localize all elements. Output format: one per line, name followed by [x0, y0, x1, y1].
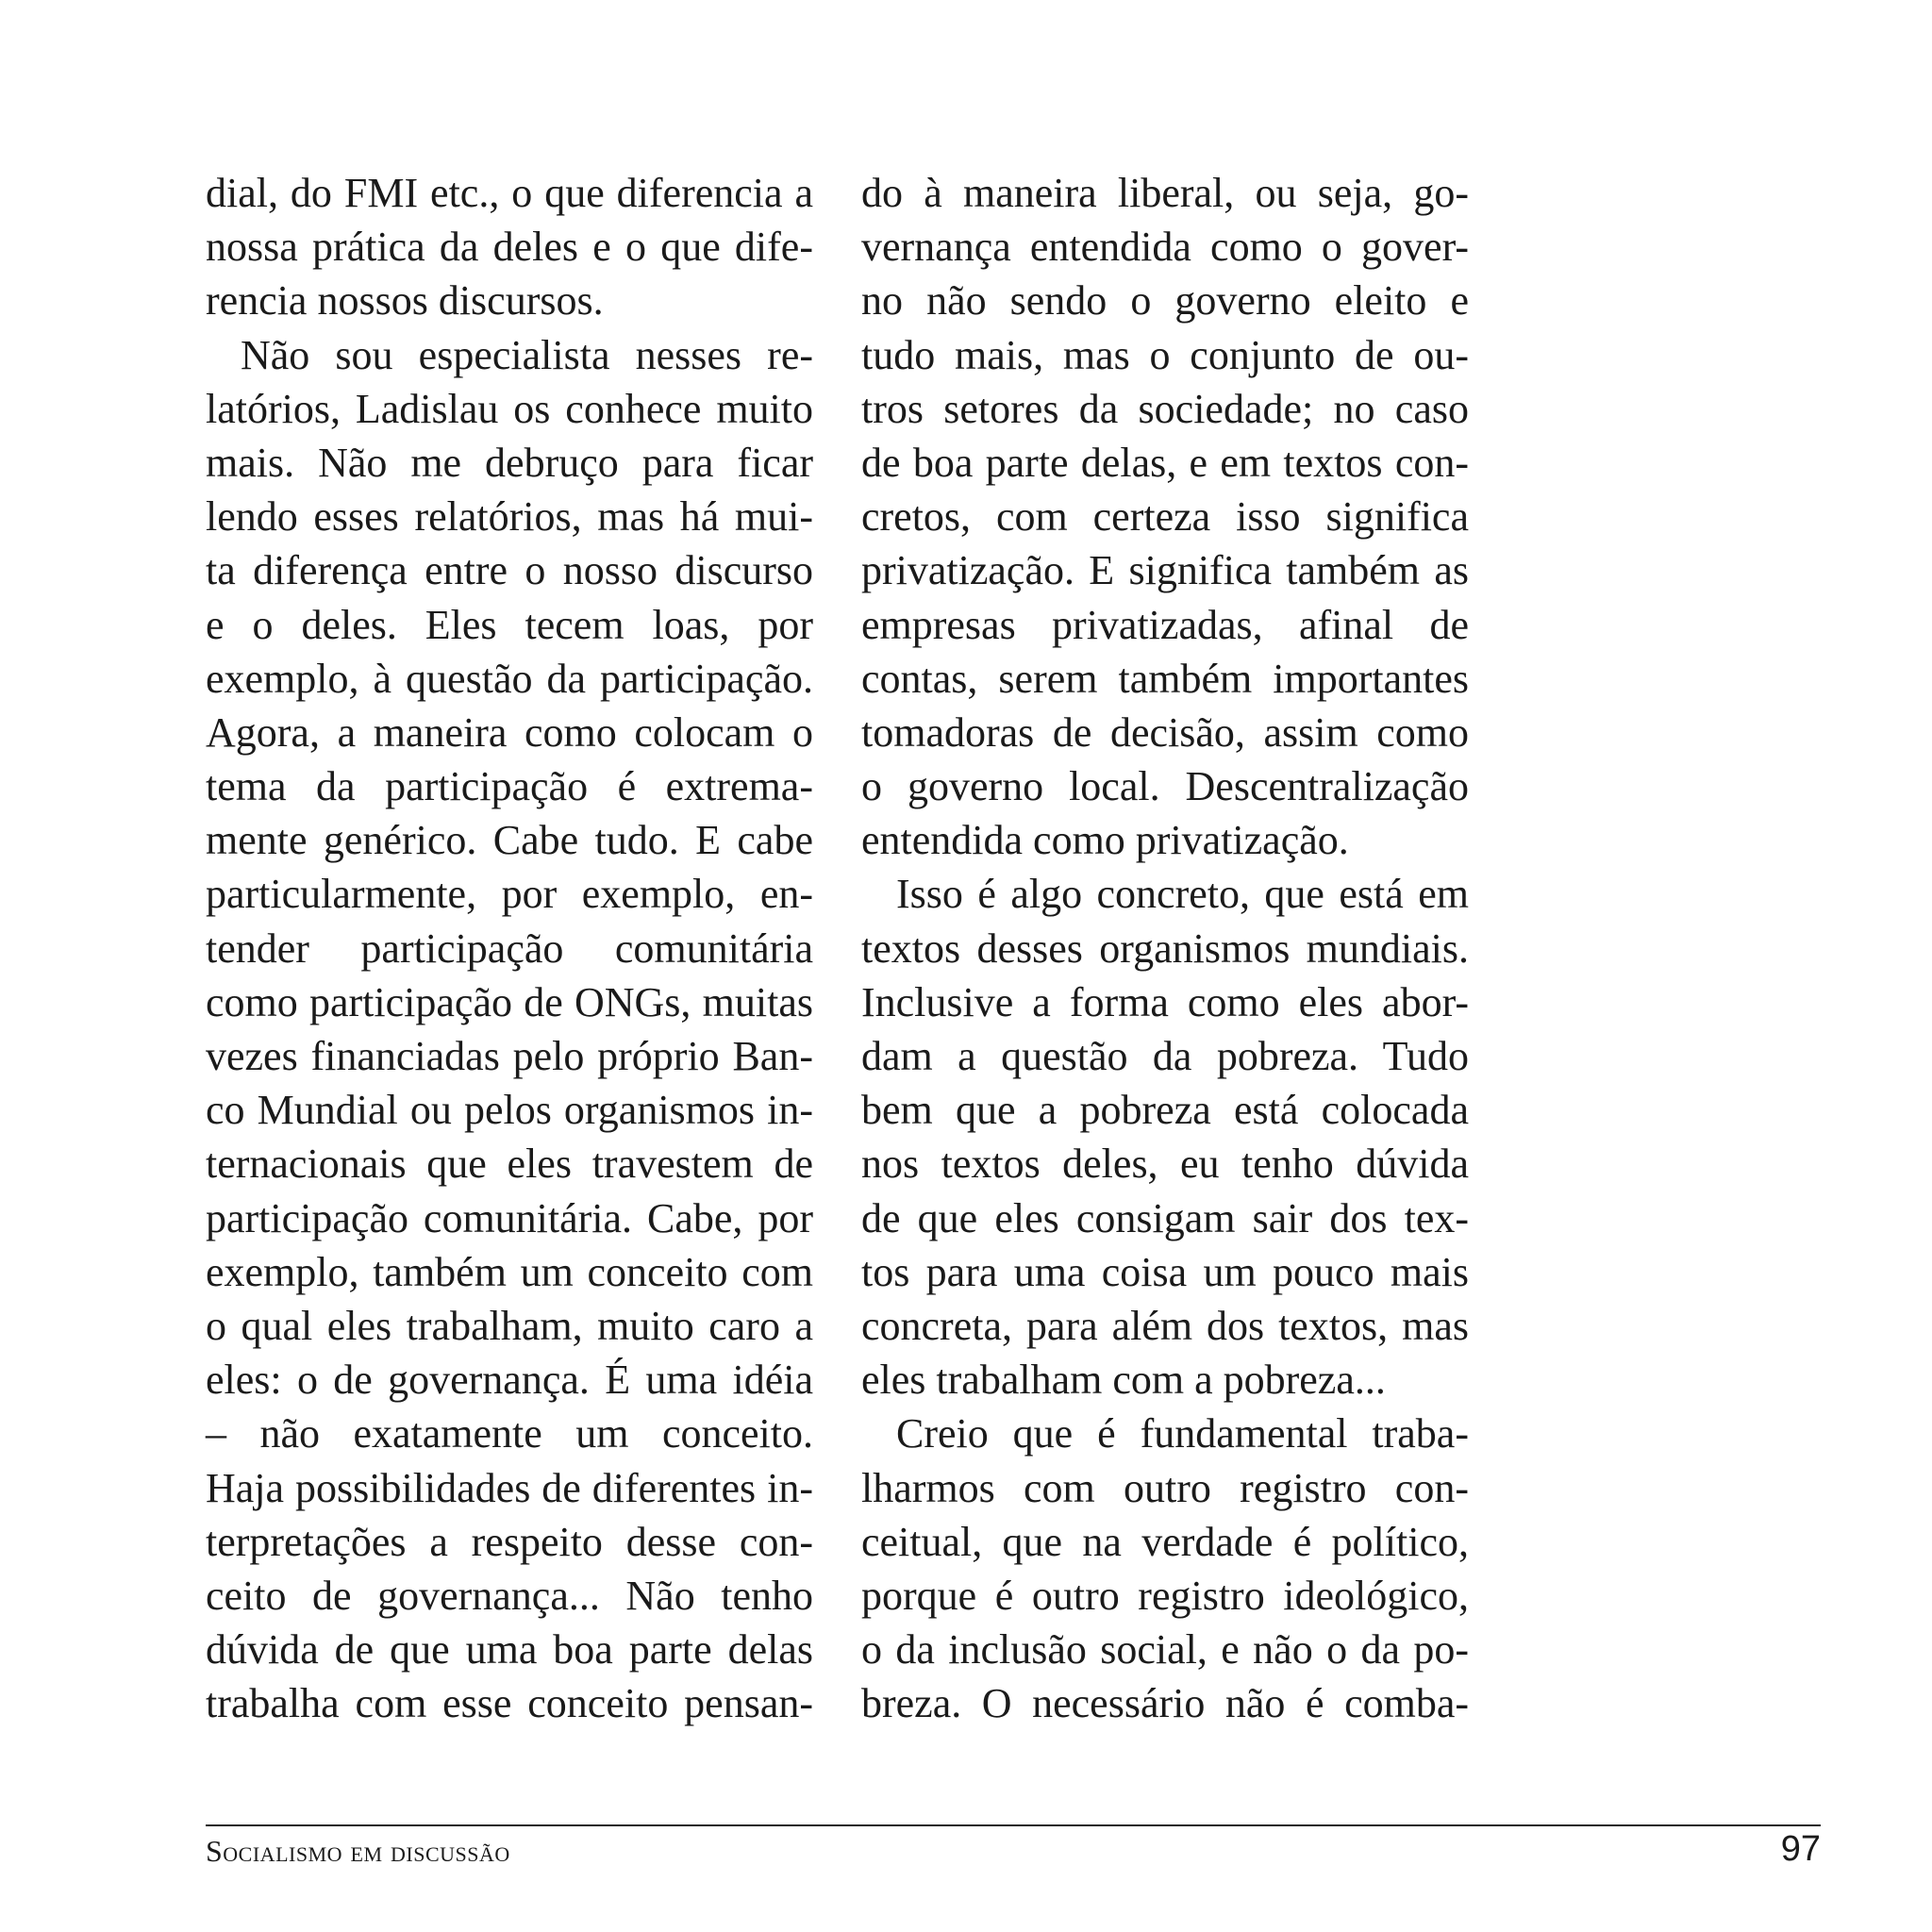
- text-line: o qual eles trabalham, muito caro a: [206, 1302, 813, 1349]
- text-line: breza. O necessário não é comba-: [861, 1680, 1469, 1727]
- text-line: ceito de governança... Não tenho: [206, 1572, 813, 1619]
- text-line: mais. Não me debruço para ficar: [206, 439, 813, 486]
- text-line: dial, do FMI etc., o que diferencia a: [206, 170, 813, 216]
- text-line: Creio que é fundamental traba-: [896, 1410, 1469, 1457]
- text-line: eles: o de governança. É uma idéia: [206, 1357, 813, 1404]
- text-line: terpretações a respeito desse con-: [206, 1518, 813, 1565]
- text-line: ternacionais que eles travestem de: [206, 1141, 813, 1188]
- text-line: de que eles consigam sair dos tex-: [861, 1194, 1469, 1241]
- text-line: tudo mais, mas o conjunto de ou-: [861, 331, 1469, 378]
- text-line: ceitual, que na verdade é político,: [861, 1518, 1469, 1565]
- text-line: particularmente, por exemplo, en-: [206, 871, 813, 918]
- text-line: o governo local. Descentralização: [861, 763, 1469, 810]
- text-line: – não exatamente um conceito.: [206, 1410, 813, 1457]
- text-line: lharmos com outro registro con-: [861, 1464, 1469, 1511]
- text-line: tos para uma coisa um pouco mais: [861, 1248, 1469, 1295]
- text-line: empresas privatizadas, afinal de: [861, 601, 1469, 648]
- text-line: Isso é algo concreto, que está em: [896, 871, 1469, 918]
- text-line: ta diferença entre o nosso discurso: [206, 547, 813, 594]
- text-line: e o deles. Eles tecem loas, por: [206, 601, 813, 648]
- text-line: o da inclusão social, e não o da po-: [861, 1626, 1469, 1674]
- text-line: do à maneira liberal, ou seja, go-: [861, 170, 1469, 216]
- text-line: nos textos deles, eu tenho dúvida: [861, 1141, 1469, 1188]
- text-line: trabalha com esse conceito pensan-: [206, 1680, 813, 1727]
- text-line: vernança entendida como o gover-: [861, 224, 1469, 271]
- text-line: no não sendo o governo eleito e: [861, 277, 1469, 325]
- text-line: lendo esses relatórios, mas há mui-: [206, 493, 813, 541]
- text-line: de boa parte delas, e em textos con-: [861, 439, 1469, 486]
- text-line: contas, serem também importantes: [861, 655, 1469, 702]
- text-line: exemplo, também um conceito com: [206, 1248, 813, 1295]
- text-line: tomadoras de decisão, assim como: [861, 708, 1469, 756]
- text-line: Agora, a maneira como colocam o: [206, 708, 813, 756]
- text-line: vezes financiadas pelo próprio Ban-: [206, 1033, 813, 1079]
- text-line: Haja possibilidades de diferentes in-: [206, 1464, 813, 1511]
- text-line: entendida como privatização.: [861, 817, 1349, 864]
- text-line: porque é outro registro ideológico,: [861, 1572, 1469, 1619]
- page-number: 97: [1780, 1829, 1821, 1869]
- text-line: tros setores da sociedade; no caso: [861, 385, 1469, 432]
- text-line: Não sou especialista nesses re-: [241, 331, 813, 378]
- text-line: Inclusive a forma como eles abor-: [861, 978, 1469, 1025]
- text-line: concreta, para além dos textos, mas: [861, 1302, 1469, 1349]
- text-line: co Mundial ou pelos organismos in-: [206, 1087, 813, 1134]
- text-line: rencia nossos discursos.: [206, 277, 604, 325]
- text-line: exemplo, à questão da participação.: [206, 655, 813, 702]
- text-line: latórios, Ladislau os conhece muito: [206, 385, 813, 432]
- text-line: mente genérico. Cabe tudo. E cabe: [206, 817, 813, 864]
- text-line: como participação de ONGs, muitas: [206, 978, 813, 1025]
- running-footer-title: Socialismo em discussão: [206, 1834, 510, 1868]
- text-line: textos desses organismos mundiais.: [861, 924, 1469, 972]
- text-line: bem que a pobreza está colocada: [861, 1087, 1469, 1134]
- text-line: eles trabalham com a pobreza...: [861, 1357, 1386, 1404]
- text-line: privatização. E significa também as: [861, 547, 1469, 594]
- text-line: participação comunitária. Cabe, por: [206, 1194, 813, 1241]
- text-line: tema da participação é extrema-: [206, 763, 813, 810]
- text-line: dam a questão da pobreza. Tudo: [861, 1033, 1469, 1079]
- text-line: dúvida de que uma boa parte delas: [206, 1626, 813, 1674]
- footer-rule: [206, 1824, 1821, 1826]
- text-line: tender participação comunitária: [206, 924, 813, 972]
- left-text-column: [206, 166, 813, 1730]
- text-line: cretos, com certeza isso significa: [861, 493, 1469, 541]
- right-text-column: [861, 166, 1469, 1730]
- text-line: nossa prática da deles e o que dife-: [206, 224, 813, 271]
